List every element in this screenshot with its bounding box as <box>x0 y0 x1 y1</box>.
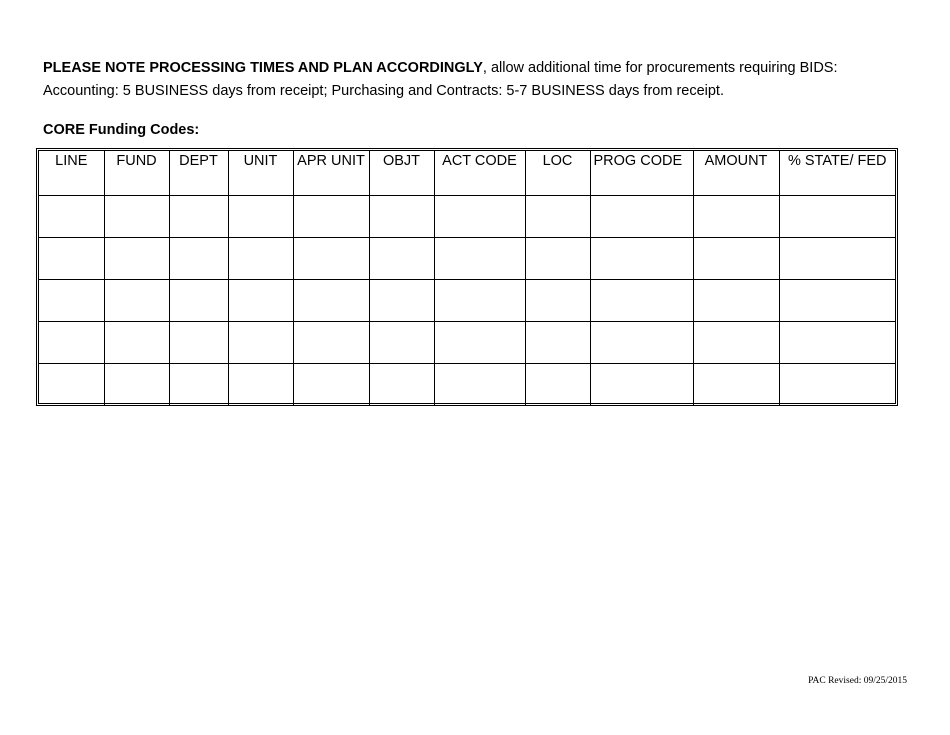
column-header-amount: AMOUNT <box>693 151 779 195</box>
cell-objt[interactable] <box>369 321 434 363</box>
column-header-loc: LOC <box>525 151 590 195</box>
cell-amount[interactable] <box>693 363 779 405</box>
cell-dept[interactable] <box>169 195 228 237</box>
column-header-line: LINE <box>39 151 104 195</box>
cell-amount[interactable] <box>693 321 779 363</box>
cell-line[interactable] <box>39 195 104 237</box>
cell-prog-code[interactable] <box>590 195 693 237</box>
cell-prog-code[interactable] <box>590 321 693 363</box>
cell-state-fed[interactable] <box>779 237 895 279</box>
cell-line[interactable] <box>39 237 104 279</box>
revision-footer: PAC Revised: 09/25/2015 <box>808 676 907 686</box>
cell-fund[interactable] <box>104 195 169 237</box>
notice-bold-text: PLEASE NOTE PROCESSING TIMES AND PLAN ACCORDINGLY <box>43 60 483 76</box>
cell-loc[interactable] <box>525 195 590 237</box>
notice-line-2: Accounting: 5 BUSINESS days from receipt; Purchasing and Contracts: 5-7 BUSINESS days from receipt. <box>43 83 724 99</box>
table-row <box>39 321 895 363</box>
processing-notice <box>43 57 838 103</box>
cell-apr-unit[interactable] <box>293 279 369 321</box>
cell-objt[interactable] <box>369 195 434 237</box>
cell-loc[interactable] <box>525 279 590 321</box>
table-row <box>39 279 895 321</box>
column-header-fund: FUND <box>104 151 169 195</box>
cell-amount[interactable] <box>693 279 779 321</box>
cell-amount[interactable] <box>693 237 779 279</box>
cell-objt[interactable] <box>369 237 434 279</box>
table-row <box>39 363 895 405</box>
cell-state-fed[interactable] <box>779 195 895 237</box>
cell-act-code[interactable] <box>434 279 525 321</box>
cell-state-fed[interactable] <box>779 279 895 321</box>
table-body <box>39 195 895 405</box>
cell-loc[interactable] <box>525 321 590 363</box>
cell-loc[interactable] <box>525 237 590 279</box>
cell-unit[interactable] <box>228 237 293 279</box>
table-row <box>39 237 895 279</box>
cell-unit[interactable] <box>228 363 293 405</box>
notice-line-1 <box>43 57 838 80</box>
cell-dept[interactable] <box>169 321 228 363</box>
cell-apr-unit[interactable] <box>293 363 369 405</box>
cell-apr-unit[interactable] <box>293 321 369 363</box>
cell-fund[interactable] <box>104 279 169 321</box>
cell-state-fed[interactable] <box>779 321 895 363</box>
cell-apr-unit[interactable] <box>293 195 369 237</box>
cell-fund[interactable] <box>104 237 169 279</box>
cell-state-fed[interactable] <box>779 363 895 405</box>
cell-prog-code[interactable] <box>590 237 693 279</box>
notice-rest-text: , allow additional time for procurements requiring BIDS: <box>482 60 838 76</box>
cell-amount[interactable] <box>693 195 779 237</box>
table-row <box>39 195 895 237</box>
cell-line[interactable] <box>39 279 104 321</box>
cell-act-code[interactable] <box>434 363 525 405</box>
cell-fund[interactable] <box>104 321 169 363</box>
cell-line[interactable] <box>39 321 104 363</box>
funding-codes-table <box>39 151 895 405</box>
column-header-unit: UNIT <box>228 151 293 195</box>
column-header-prog-code: PROG CODE <box>590 151 693 195</box>
cell-unit[interactable] <box>228 195 293 237</box>
cell-apr-unit[interactable] <box>293 237 369 279</box>
cell-objt[interactable] <box>369 363 434 405</box>
column-header-act-code: ACT CODE <box>434 151 525 195</box>
cell-prog-code[interactable] <box>590 363 693 405</box>
cell-unit[interactable] <box>228 279 293 321</box>
column-header-apr-unit: APR UNIT <box>293 151 369 195</box>
cell-fund[interactable] <box>104 363 169 405</box>
funding-codes-table-frame <box>36 148 898 406</box>
cell-loc[interactable] <box>525 363 590 405</box>
cell-prog-code[interactable] <box>590 279 693 321</box>
section-title: CORE Funding Codes: <box>43 122 200 138</box>
table-header-row <box>39 151 895 195</box>
cell-act-code[interactable] <box>434 321 525 363</box>
column-header-dept: DEPT <box>169 151 228 195</box>
cell-act-code[interactable] <box>434 237 525 279</box>
cell-dept[interactable] <box>169 237 228 279</box>
cell-dept[interactable] <box>169 363 228 405</box>
cell-act-code[interactable] <box>434 195 525 237</box>
column-header-state-fed: % STATE/ FED <box>779 151 895 195</box>
cell-unit[interactable] <box>228 321 293 363</box>
cell-line[interactable] <box>39 363 104 405</box>
cell-dept[interactable] <box>169 279 228 321</box>
column-header-objt: OBJT <box>369 151 434 195</box>
cell-objt[interactable] <box>369 279 434 321</box>
